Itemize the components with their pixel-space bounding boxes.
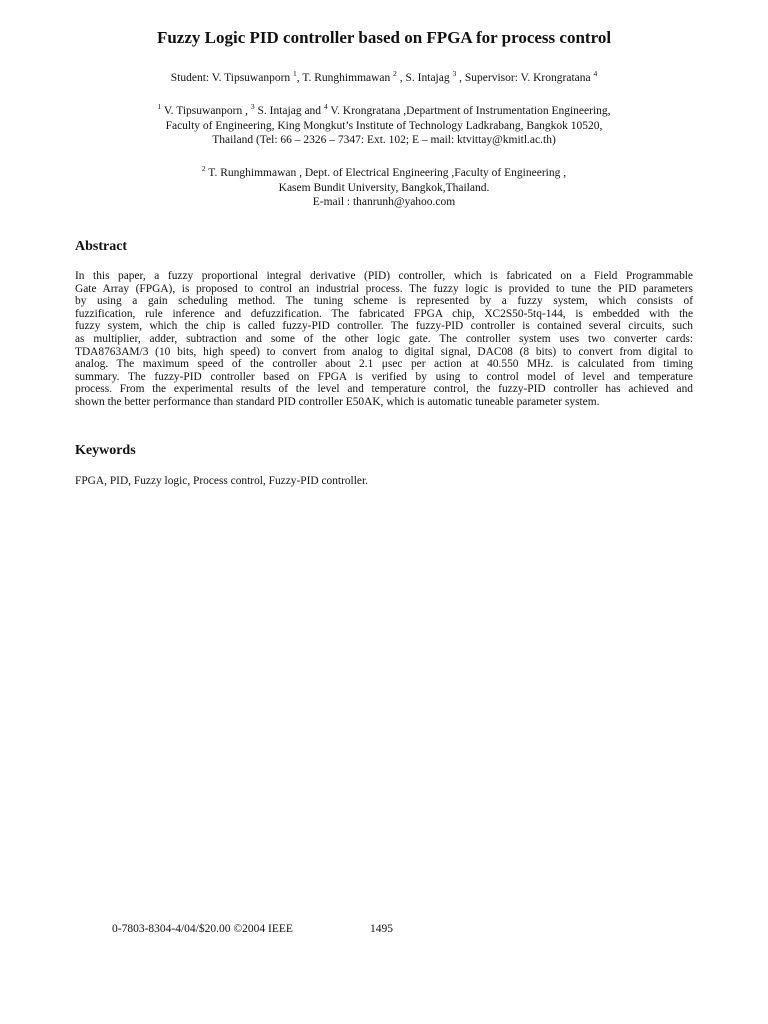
author-3: , S. Intajag: [396, 72, 450, 84]
author-1-sup: 1: [293, 69, 297, 78]
abstract-line: as multiplier, adder, subtraction and some of the other logic gate. The controller system uses two converter cards:: [75, 332, 693, 345]
affiliation-1-line-3: Thailand (Tel: 66 – 2326 – 7347: Ext. 102; E – mail: ktvittay@kmitl.ac.th): [212, 134, 556, 146]
abstract-line: by using a gain scheduling method. The tuning scheme is represented by a fuzzy system, which consists of: [75, 295, 693, 308]
abstract-line: Gate Array (FPGA), is proposed to control an industrial process. The fuzzy logic is provided to tune the PID parameters: [75, 282, 693, 295]
affil2-dept: T. Runghimmawan , Dept. of Electrical Engineering ,Faculty of Engineering ,: [205, 167, 567, 179]
affiliation-2-line-2: Kasem Bundit University, Bangkok,Thailand.: [278, 181, 490, 194]
copyright-footer: 0-7803-8304-4/04/$20.00 ©2004 IEEE: [112, 923, 293, 935]
affiliation-1: [0, 104, 768, 148]
author-1: V. Tipsuwanporn: [211, 72, 291, 84]
author-line: [0, 71, 768, 86]
affiliation-2-line-1: [0, 166, 768, 181]
affil-dept-1: V. Krongratana ,Department of Instrumentation Engineering,: [327, 105, 611, 117]
author-2: , T. Runghimmawan: [296, 72, 391, 84]
abstract-line: process. From the experimental results of the level and temperature control, the fuzzy-PID controller has achieved and: [75, 383, 693, 396]
author-2-sup: 2: [393, 69, 397, 78]
affil-name-3: S. Intajag and: [254, 105, 324, 117]
abstract-line: fuzzy system, which the chip is called fuzzy-PID controller. The fuzzy-PID controller is contained several circuits, such: [75, 320, 693, 333]
affiliation-2-line-3: E-mail : thanrunh@yahoo.com: [312, 196, 456, 208]
affil-sup-3: 3: [250, 102, 255, 111]
supervisor: , Supervisor: V. Krongratana: [456, 72, 591, 84]
student-label: Student:: [170, 72, 212, 84]
abstract-line: shown the better performance than standard PID controller E50AK, which is automatic tuneable parameter system.: [75, 395, 600, 408]
abstract-line: analog. The maximum speed of the controller about 2.1 μsec per action at 40.550 MHz. is calculated from timing: [75, 358, 693, 371]
abstract-heading: Abstract: [75, 239, 128, 254]
affiliation-1-line-1: [0, 104, 768, 119]
affil-sup-1: 1: [157, 102, 162, 111]
page-number: 1495: [370, 923, 393, 935]
keywords-heading: Keywords: [75, 443, 136, 458]
abstract-line: In this paper, a fuzzy proportional integral derivative (PID) controller, which is fabricated on a Field Programmable: [75, 270, 693, 282]
abstract-body: [75, 270, 693, 409]
author-3-sup: 3: [452, 69, 457, 78]
paper-title: Fuzzy Logic PID controller based on FPGA for process control: [156, 28, 612, 47]
abstract-line: fuzzification, rule inference and defuzzification. The fabricated FPGA chip, XC2S50-5tq-144, is embedded with the: [75, 307, 693, 320]
affil-sup-4: 4: [323, 102, 328, 111]
affil2-sup: 2: [201, 164, 206, 173]
affiliation-2: [0, 166, 768, 210]
abstract-line: TDA8763AM/3 (10 bits, high speed) to convert from analog to digital signal, DAC08 (8 bits) to convert from digital to: [75, 345, 693, 358]
abstract-line: summary. The fuzzy-PID controller based on FPGA is verified by using to control model of level and temperature: [75, 370, 693, 383]
affil-name-1: V. Tipsuwanporn ,: [161, 105, 248, 117]
affiliation-1-line-2: Faculty of Engineering, King Mongkut’s Institute of Technology Ladkrabang, Bangkok 10520,: [165, 119, 603, 132]
supervisor-sup: 4: [593, 69, 598, 78]
keywords-body: FPGA, PID, Fuzzy logic, Process control, Fuzzy-PID controller.: [75, 475, 368, 487]
